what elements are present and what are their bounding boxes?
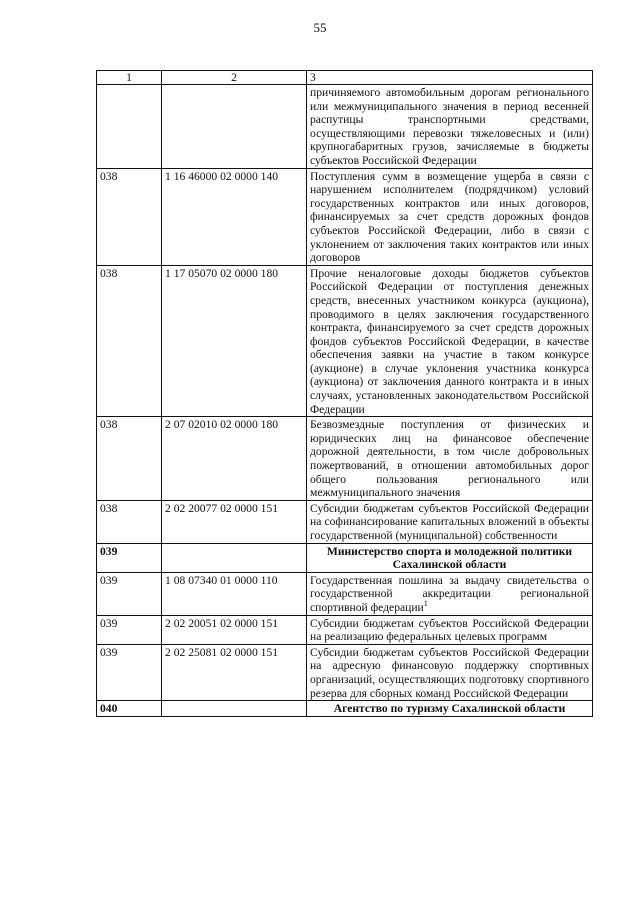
description-cell — [307, 615, 593, 644]
admin-code-cell: 038 — [97, 168, 162, 265]
budget-code-cell: 1 17 05070 02 0000 180 — [162, 265, 307, 417]
admin-code-cell: 039 — [97, 615, 162, 644]
description-text: Поступления сумм в возмещение ущерба в связи с нарушением исполнителем (подрядчиком) условий государственных контрактов или иных договоров, финансируемых за счет средств дорожных фондов субъектов Российской Федерации, либо в связи с уклонением от заключения таких контрактов или иных договоров — [310, 169, 589, 265]
description-text: причиняемого автомобильным дорогам регионального или межмуниципального значения в период весенней распутицы транспортными средствами, осуществляющими перевозки тяжеловесных и (или) крупногабаритных грузов, зачисляемые в бюджеты субъектов Российской Федерации — [310, 86, 589, 167]
section-header-row — [97, 543, 593, 572]
description-cell — [307, 265, 593, 417]
table-body — [97, 71, 593, 717]
admin-code-cell: 040 — [97, 701, 162, 717]
budget-code-cell: 1 16 46000 02 0000 140 — [162, 168, 307, 265]
budget-code-cell: 2 02 20077 02 0000 151 — [162, 500, 307, 543]
description-text: Субсидии бюджетам субъектов Российской Федерации на адресную финансовую поддержку спортивных организаций, осуществляющих подготовку спортивного резерва для сборных команд Российской Федерации — [310, 645, 589, 700]
table-header-row — [97, 71, 593, 85]
section-header-row — [97, 701, 593, 717]
description-cell — [307, 644, 593, 700]
section-title-cell — [307, 701, 593, 717]
description-cell — [307, 85, 593, 169]
budget-code-cell — [162, 543, 307, 572]
description-text: Агентство по туризму Сахалинской области — [333, 702, 566, 716]
budget-code-cell: 1 08 07340 01 0000 110 — [162, 572, 307, 615]
admin-code-cell: 039 — [97, 644, 162, 700]
column-header-1: 1 — [97, 71, 162, 85]
table-row — [97, 265, 593, 417]
admin-code-cell: 039 — [97, 572, 162, 615]
page-number: 55 — [313, 20, 327, 35]
description-text: Министерство спорта и молодежной политики Сахалинской области — [326, 544, 573, 572]
description-cell — [307, 168, 593, 265]
section-title-cell — [307, 543, 593, 572]
revenue-codes-table — [96, 70, 593, 717]
description-text: Субсидии бюджетам субъектов Российской Федерации на софинансирование капитальных вложений в объекты государственной (муниципальной) собственности — [310, 501, 589, 542]
budget-code-cell — [162, 701, 307, 717]
column-header-2: 2 — [162, 71, 307, 85]
table-row — [97, 572, 593, 615]
description-text: Безвозмездные поступления от физических и юридических лиц на финансовое обеспечение дорожной деятельности, в том числе добровольных пожертвований, в отношении автомобильных дорог общего пользования регионального или межмуниципального значения — [310, 418, 589, 500]
table-row — [97, 417, 593, 501]
column-header-3: 3 — [307, 71, 593, 85]
budget-code-cell: 2 02 20051 02 0000 151 — [162, 615, 307, 644]
footnote-marker: 1 — [423, 599, 428, 609]
budget-code-cell: 2 02 25081 02 0000 151 — [162, 644, 307, 700]
table-row — [97, 615, 593, 644]
description-cell — [307, 500, 593, 543]
table-row — [97, 644, 593, 700]
admin-code-cell — [97, 85, 162, 169]
description-cell — [307, 572, 593, 615]
description-text: Субсидии бюджетам субъектов Российской Федерации на реализацию федеральных целевых программ — [310, 616, 589, 644]
description-text: Государственная пошлина за выдачу свидетельства о государственной аккредитации региональной спортивной федерации — [310, 573, 589, 614]
table-row — [97, 500, 593, 543]
admin-code-cell: 038 — [97, 265, 162, 417]
admin-code-cell: 039 — [97, 543, 162, 572]
table-row — [97, 168, 593, 265]
admin-code-cell: 038 — [97, 417, 162, 501]
table-row — [97, 85, 593, 169]
budget-code-cell — [162, 85, 307, 169]
admin-code-cell: 038 — [97, 500, 162, 543]
description-text: Прочие неналоговые доходы бюджетов субъектов Российской Федерации от поступления денежных средств, внесенных участником конкурса (аукциона), проводимого в целях заключения государственного контракта, финансируемого за счет средств дорожных фондов субъектов Российской Федерации, в качестве обеспечения заявки на участие в таком конкурсе (аукционе) в случае уклонения участника конкурса (аукциона) от заключения данного контракта и в иных случаях, установленных законодательством Российской Федерации — [310, 266, 589, 416]
description-cell — [307, 417, 593, 501]
budget-code-cell: 2 07 02010 02 0000 180 — [162, 417, 307, 501]
